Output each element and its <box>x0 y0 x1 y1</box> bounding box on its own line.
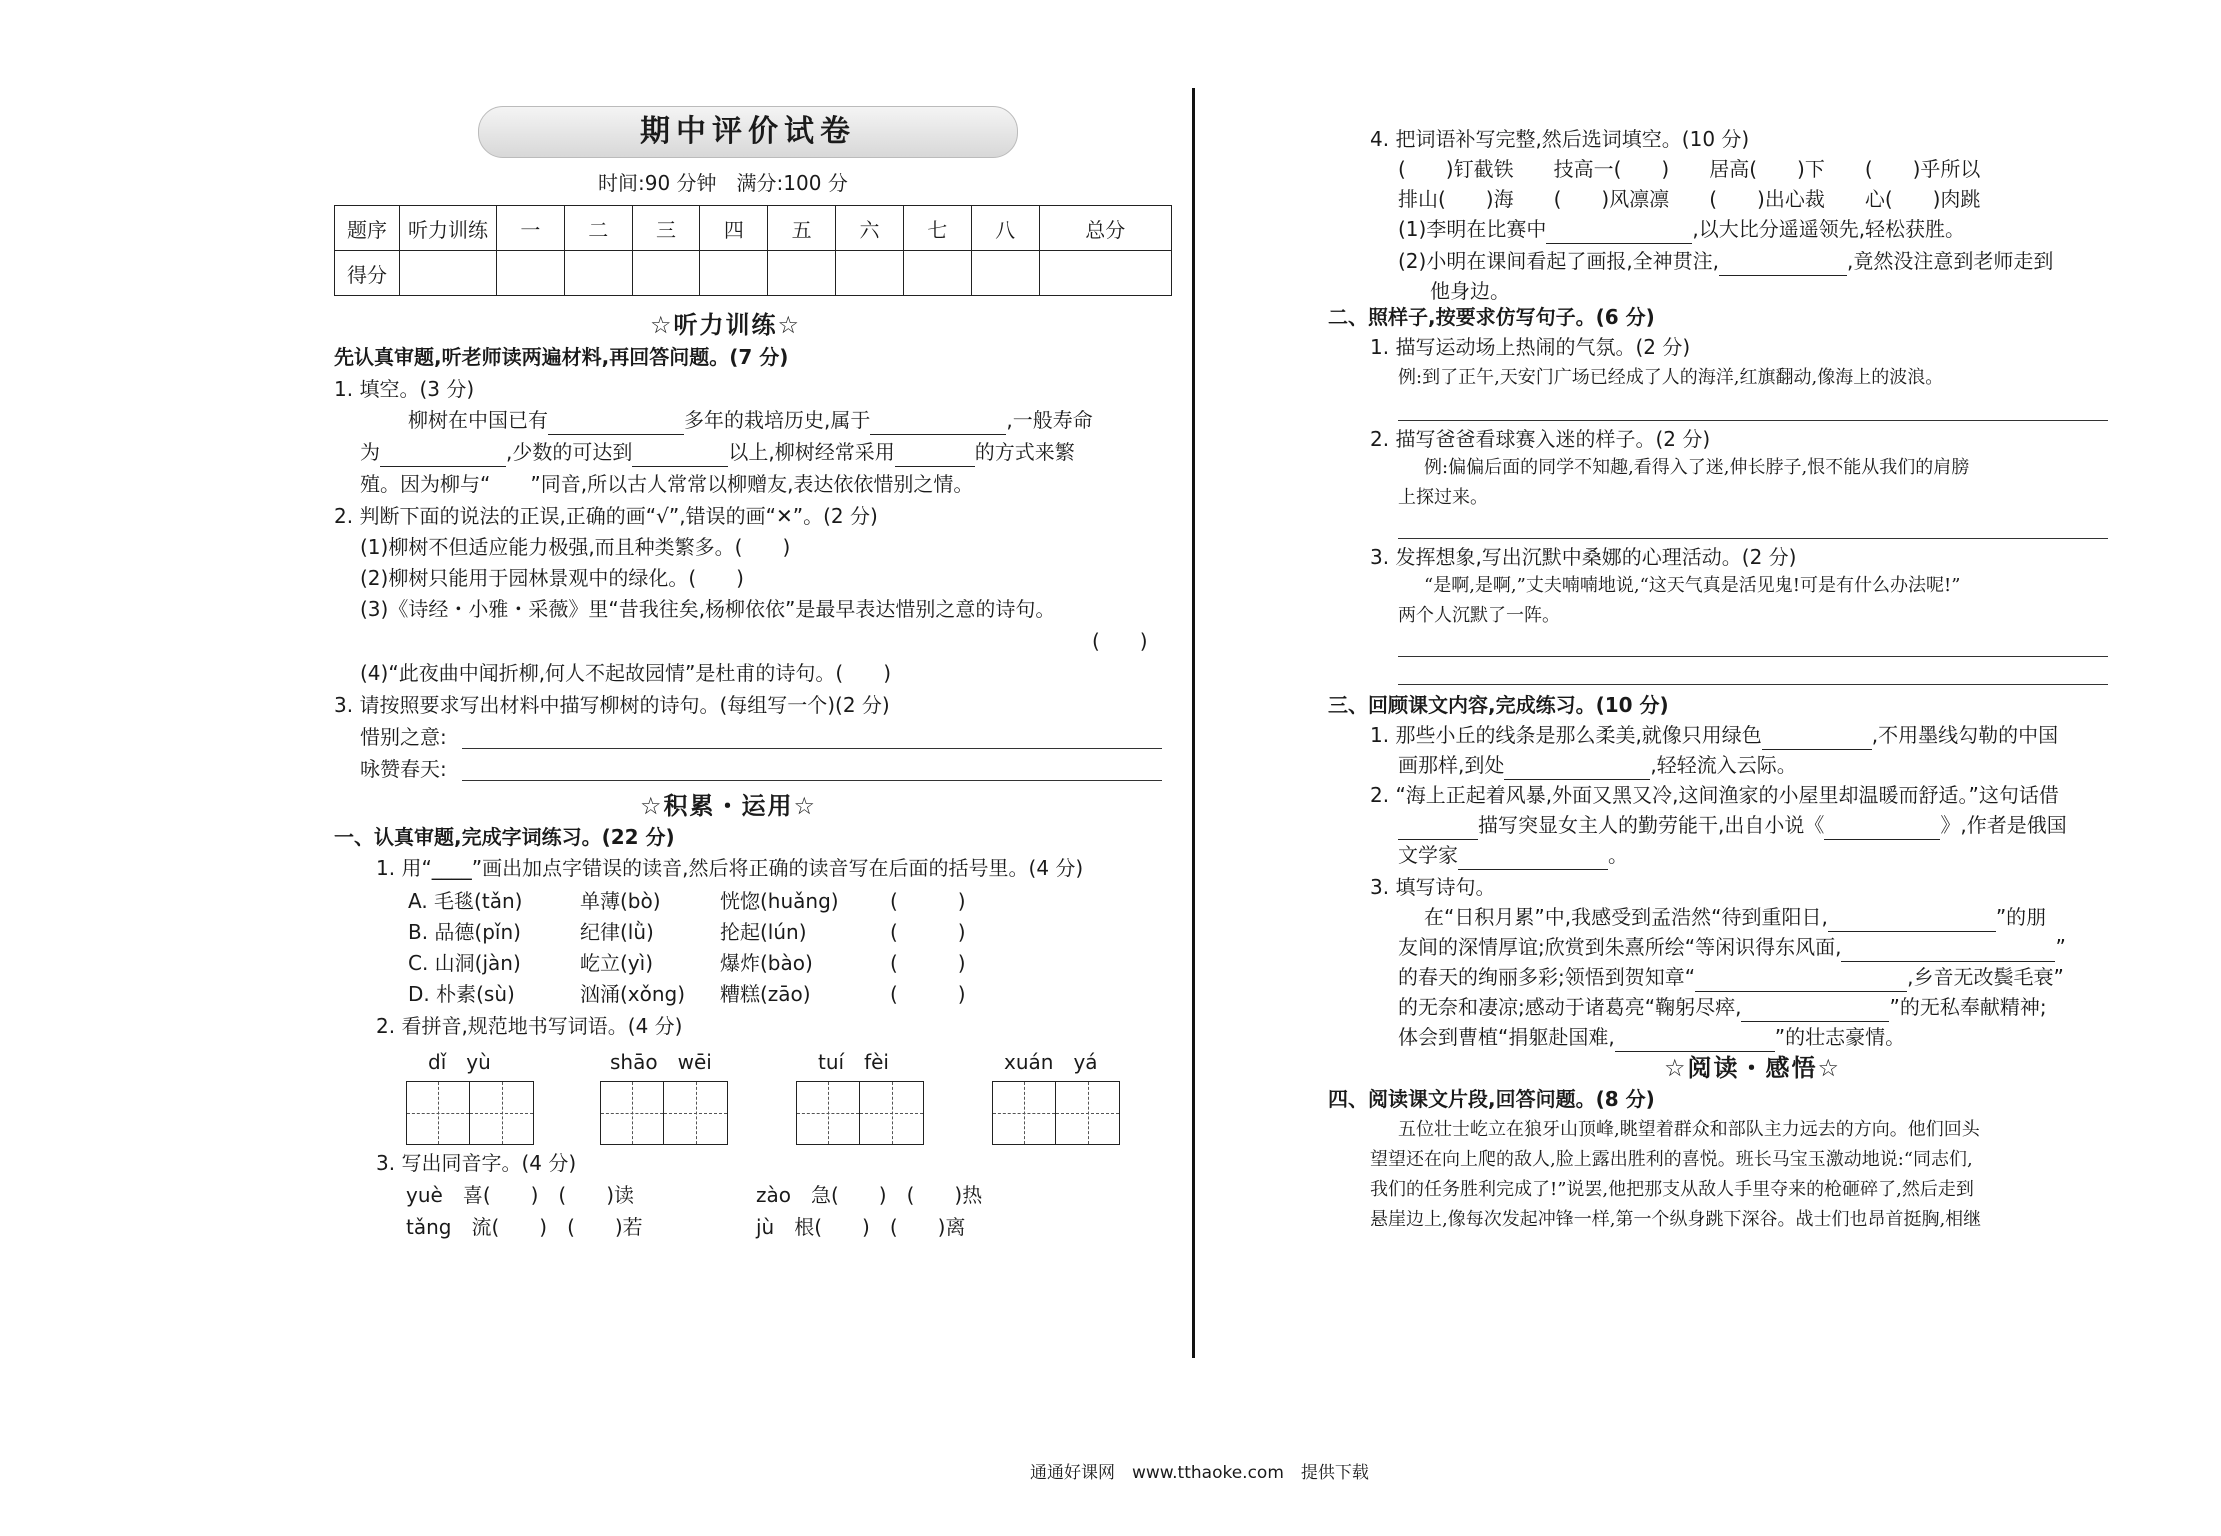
p3-text: ,不用墨线勾勒的中国 <box>1871 723 2059 747</box>
exam-title: 期中评价试卷 <box>478 106 1018 158</box>
p1-row-a-answer[interactable]: ( ) <box>890 889 966 913</box>
p3-text: 画那样,到处 <box>1398 753 1505 777</box>
listening-intro: 先认真审题,听老师读两遍材料,再回答问题。(7 分) <box>334 345 789 369</box>
homophone-row: jù 根( ) ( )离 <box>756 1215 966 1239</box>
homophone-row: zào 急( ) ( )热 <box>756 1183 983 1207</box>
answer-blank[interactable] <box>1741 999 1889 1022</box>
q3-label-2: 咏赞春天: <box>360 757 447 781</box>
answer-blank[interactable] <box>1546 221 1692 244</box>
score-cell[interactable] <box>971 251 1039 296</box>
p3-q1-line2 <box>1398 750 1797 780</box>
writing-cell[interactable] <box>664 1081 728 1145</box>
q2-item-1: (1)柳树不但适应能力极强,而且种类繁多。( ) <box>360 535 791 559</box>
answer-blank[interactable] <box>1828 909 1996 932</box>
q2-item-2: (2)柳树只能用于园林景观中的绿化。( ) <box>360 566 744 590</box>
q4-heading: 4. 把词语补写完整,然后选词填空。(10 分) <box>1370 127 1750 151</box>
p3-q3-line2 <box>1398 932 2066 962</box>
pinyin-label: tuí fèi <box>818 1050 889 1074</box>
p3-text: 。 <box>1608 843 1628 867</box>
score-header-cell: 二 <box>564 206 632 251</box>
p1-row-d-answer[interactable]: ( ) <box>890 982 966 1006</box>
score-header-cell: 三 <box>632 206 700 251</box>
answer-blank[interactable] <box>1824 817 1940 840</box>
q1-text: ,一般寿命 <box>1006 408 1093 432</box>
p3-text: 在“日积月累”中,我感受到孟浩然“待到重阳日, <box>1424 905 1828 929</box>
p3-text: 的春天的绚丽多彩;领悟到贺知章“ <box>1398 965 1696 989</box>
p1-row-d-2: 汹涌(xǒng) <box>580 982 686 1006</box>
part2-heading: 二、照样子,按要求仿写句子。(6 分) <box>1328 305 1655 329</box>
answer-blank[interactable] <box>632 444 728 467</box>
score-header-cell: 一 <box>497 206 565 251</box>
p1-row-a-2: 单薄(bò) <box>580 889 661 913</box>
q1-text: 以上,柳树经常采用 <box>728 440 895 464</box>
q4-text: ,以大比分遥遥领先,轻松获胜。 <box>1692 217 1966 241</box>
answer-blank[interactable] <box>548 412 684 435</box>
p1-row-b-2: 纪律(lǜ) <box>580 920 654 944</box>
p2-q2-example-cont: 上探过来。 <box>1398 487 1488 508</box>
q2-heading: 2. 判断下面的说法的正误,正确的画“√”,错误的画“✕”。(2 分) <box>334 504 878 528</box>
p2-q3-heading: 3. 发挥想象,写出沉默中桑娜的心理活动。(2 分) <box>1370 545 1797 569</box>
score-header-cell: 八 <box>971 206 1039 251</box>
p1-row-c-2: 屹立(yì) <box>580 951 653 975</box>
writing-cell[interactable] <box>1056 1081 1120 1145</box>
p3-text: ” <box>2055 935 2066 959</box>
section-reading-title: ☆阅读・感悟☆ <box>1664 1054 1842 1082</box>
answer-blank[interactable] <box>1695 969 1907 992</box>
p1-row-b-1: B. 品德(pǐn) <box>408 920 521 944</box>
score-cell[interactable] <box>836 251 904 296</box>
p1-q1-heading: 1. 用“____”画出加点字错误的读音,然后将正确的读音写在后面的括号里。(4 分) <box>376 856 1084 880</box>
score-header-cell: 七 <box>903 206 971 251</box>
part3-heading: 三、回顾课文内容,完成练习。(10 分) <box>1328 693 1669 717</box>
score-cell[interactable] <box>1039 251 1172 296</box>
q1-line1 <box>408 405 1093 435</box>
score-header-cell: 四 <box>700 206 768 251</box>
pinyin-label: shāo wēi <box>610 1050 712 1074</box>
p3-text: 的无奈和凄凉;感动于诸葛亮“鞠躬尽瘁, <box>1398 995 1742 1019</box>
p3-text: 》,作者是俄国 <box>1940 813 2067 837</box>
reading-passage-line: 悬崖边上,像每次发起冲锋一样,第一个纵身跳下深谷。战士们也昂首挺胸,相继 <box>1370 1209 1982 1230</box>
section-accumulate-title: ☆积累・运用☆ <box>640 792 818 820</box>
answer-line[interactable] <box>1398 684 2108 685</box>
q4-text: ,竟然没注意到老师走到 <box>1847 249 2054 273</box>
answer-blank[interactable] <box>1458 847 1608 870</box>
answer-blank[interactable] <box>1398 817 1478 840</box>
score-table <box>334 205 1172 296</box>
answer-line[interactable] <box>1398 656 2108 657</box>
answer-line[interactable] <box>462 780 1162 781</box>
q1-text: 多年的栽培历史,属于 <box>684 408 871 432</box>
score-header-cell: 听力训练 <box>400 206 497 251</box>
p3-q3-line4 <box>1398 992 2047 1022</box>
q4-words-row-1: ( )钉截铁 技高一( ) 居高( )下 ( )乎所以 <box>1398 157 1981 181</box>
p2-q2-heading: 2. 描写爸爸看球赛入迷的样子。(2 分) <box>1370 427 1711 451</box>
answer-blank[interactable] <box>1762 727 1872 750</box>
p3-q3-line3 <box>1398 962 2064 992</box>
answer-blank[interactable] <box>870 412 1006 435</box>
score-table-row <box>335 251 1172 296</box>
q1-text: 柳树在中国已有 <box>408 408 548 432</box>
score-cell[interactable] <box>632 251 700 296</box>
score-header-cell: 五 <box>768 206 836 251</box>
p1-row-d-3: 糟糕(zāo) <box>720 982 811 1006</box>
score-header-cell: 题序 <box>335 206 400 251</box>
p3-text: ,乡音无改鬓毛衰” <box>1907 965 2064 989</box>
score-cell[interactable] <box>400 251 497 296</box>
score-header-cell: 六 <box>836 206 904 251</box>
p1-q2-heading: 2. 看拼音,规范地书写词语。(4 分) <box>376 1014 683 1038</box>
writing-cell[interactable] <box>992 1081 1056 1145</box>
p2-q3-example-cont: 两个人沉默了一阵。 <box>1398 605 1560 626</box>
p2-q2-example: 例:偏偏后面的同学不知趣,看得入了迷,伸长脖子,恨不能从我们的肩膀 <box>1424 457 1970 478</box>
p3-text: 文学家 <box>1398 843 1458 867</box>
p3-text: ”的无私奉献精神; <box>1889 995 2047 1019</box>
p3-q1-line1 <box>1370 720 2058 750</box>
score-cell[interactable] <box>564 251 632 296</box>
q1-text: 为 <box>360 440 380 464</box>
q1-line2 <box>360 437 1075 467</box>
p3-text: 描写突显女主人的勤劳能干,出自小说《 <box>1478 813 1825 837</box>
footer-credit: 通通好课网 www.tthaoke.com 提供下载 <box>1030 1463 1369 1483</box>
p3-text: ,轻轻流入云际。 <box>1650 753 1797 777</box>
p1-row-b-answer[interactable]: ( ) <box>890 920 966 944</box>
exam-meta: 时间:90 分钟 满分:100 分 <box>598 171 848 195</box>
q4-sentence-2 <box>1398 246 2053 276</box>
p1-q3-heading: 3. 写出同音字。(4 分) <box>376 1151 577 1175</box>
p3-text: ”的朋 <box>1995 905 2047 929</box>
writing-cell[interactable] <box>470 1081 534 1145</box>
p3-text: 友间的深情厚谊;欣赏到朱熹所绘“等闲识得东风面, <box>1398 935 1842 959</box>
part1-heading: 一、认真审题,完成字词练习。(22 分) <box>334 825 675 849</box>
score-table-header <box>335 206 1172 251</box>
q1-line3: 殖。因为柳与“ ”同音,所以古人常常以柳赠友,表达依依惜别之情。 <box>360 472 974 496</box>
answer-blank[interactable] <box>380 444 506 467</box>
q4-sentence-2-cont: 他身边。 <box>1430 279 1510 303</box>
p3-text: 1. 那些小丘的线条是那么柔美,就像只用绿色 <box>1370 723 1762 747</box>
p1-row-c-1: C. 山洞(jàn) <box>408 951 521 975</box>
p2-q1-heading: 1. 描写运动场上热闹的气氛。(2 分) <box>1370 335 1691 359</box>
answer-line[interactable] <box>1398 420 2108 421</box>
writing-grid[interactable] <box>600 1081 728 1145</box>
writing-cell[interactable] <box>860 1081 924 1145</box>
score-cell[interactable] <box>497 251 565 296</box>
q1-heading: 1. 填空。(3 分) <box>334 377 475 401</box>
score-cell[interactable] <box>903 251 971 296</box>
section-listening-title: ☆听力训练☆ <box>650 311 802 339</box>
writing-grid[interactable] <box>406 1081 534 1145</box>
column-divider <box>1192 88 1195 1358</box>
part4-heading: 四、阅读课文片段,回答问题。(8 分) <box>1328 1087 1655 1111</box>
pinyin-label: dǐ yù <box>428 1050 491 1074</box>
q3-label-1: 惜别之意: <box>360 725 447 749</box>
pinyin-label: xuán yá <box>1004 1050 1098 1074</box>
answer-blank[interactable] <box>895 444 975 467</box>
score-cell[interactable] <box>768 251 836 296</box>
p1-row-a-1: A. 毛毯(tǎn) <box>408 889 523 913</box>
answer-line[interactable] <box>462 748 1162 749</box>
p1-row-b-3: 抡起(lún) <box>720 920 807 944</box>
q2-item-3: (3)《诗经・小雅・采薇》里“昔我往矣,杨柳依依”是最早表达惜别之意的诗句。 <box>360 597 1056 621</box>
p2-q3-example: “是啊,是啊,”丈夫喃喃地说,“这天气真是活见鬼!可是有什么办法呢!” <box>1424 575 1961 596</box>
p3-text: 体会到曹植“捐躯赴国难, <box>1398 1025 1615 1049</box>
writing-grid[interactable] <box>992 1081 1120 1145</box>
writing-grid[interactable] <box>796 1081 924 1145</box>
homophone-row: yuè 喜( ) ( )读 <box>406 1183 635 1207</box>
p2-q1-example: 例:到了正午,天安门广场已经成了人的海洋,红旗翻动,像海上的波浪。 <box>1398 367 1944 388</box>
answer-blank[interactable] <box>1841 939 2055 962</box>
q1-text: 的方式来繁 <box>974 440 1075 464</box>
answer-line[interactable] <box>1398 538 2108 539</box>
writing-cell[interactable] <box>406 1081 470 1145</box>
q3-heading: 3. 请按照要求写出材料中描写柳树的诗句。(每组写一个)(2 分) <box>334 693 890 717</box>
q4-text: (2)小明在课间看起了画报,全神贯注, <box>1398 249 1720 273</box>
score-cell[interactable] <box>700 251 768 296</box>
reading-passage-line: 望望还在向上爬的敌人,脸上露出胜利的喜悦。班长马宝玉激动地说:“同志们, <box>1370 1149 1973 1170</box>
homophone-row: tǎng 流( ) ( )若 <box>406 1215 643 1239</box>
reading-passage-line: 五位壮士屹立在狼牙山顶峰,眺望着群众和部队主力远去的方向。他们回头 <box>1398 1119 1980 1140</box>
score-row-label: 得分 <box>335 251 400 296</box>
p3-q2-line2 <box>1398 810 2067 840</box>
q4-sentence-1 <box>1398 214 1965 244</box>
q2-item-3-bracket[interactable]: ( ) <box>1092 629 1148 653</box>
q1-text: ,少数的可达到 <box>506 440 633 464</box>
score-header-cell: 总分 <box>1039 206 1172 251</box>
reading-passage-line: 我们的任务胜利完成了!”说罢,他把那支从敌人手里夺来的枪砸碎了,然后走到 <box>1370 1179 1974 1200</box>
p3-q3-heading: 3. 填写诗句。 <box>1370 875 1496 899</box>
q4-words-row-2: 排山( )海 ( )风凛凛 ( )出心裁 心( )肉跳 <box>1398 187 1981 211</box>
q4-text: (1)李明在比赛中 <box>1398 217 1547 241</box>
p1-row-c-answer[interactable]: ( ) <box>890 951 966 975</box>
answer-blank[interactable] <box>1719 253 1847 276</box>
p1-row-a-3: 恍惚(huǎng) <box>720 889 839 913</box>
p1-row-d-1: D. 朴素(sù) <box>408 982 515 1006</box>
p3-q3-line1 <box>1424 902 2046 932</box>
p3-q2-line3 <box>1398 840 1628 870</box>
p3-text: ”的壮志豪情。 <box>1774 1025 1906 1049</box>
p3-q2-line1: 2. “海上正起着风暴,外面又黑又冷,这间渔家的小屋里却温暖而舒适。”这句话借 <box>1370 783 2059 807</box>
writing-cell[interactable] <box>600 1081 664 1145</box>
q2-item-4: (4)“此夜曲中闻折柳,何人不起故园情”是杜甫的诗句。( ) <box>360 661 892 685</box>
p1-row-c-3: 爆炸(bào) <box>720 951 813 975</box>
answer-blank[interactable] <box>1504 757 1650 780</box>
writing-cell[interactable] <box>796 1081 860 1145</box>
